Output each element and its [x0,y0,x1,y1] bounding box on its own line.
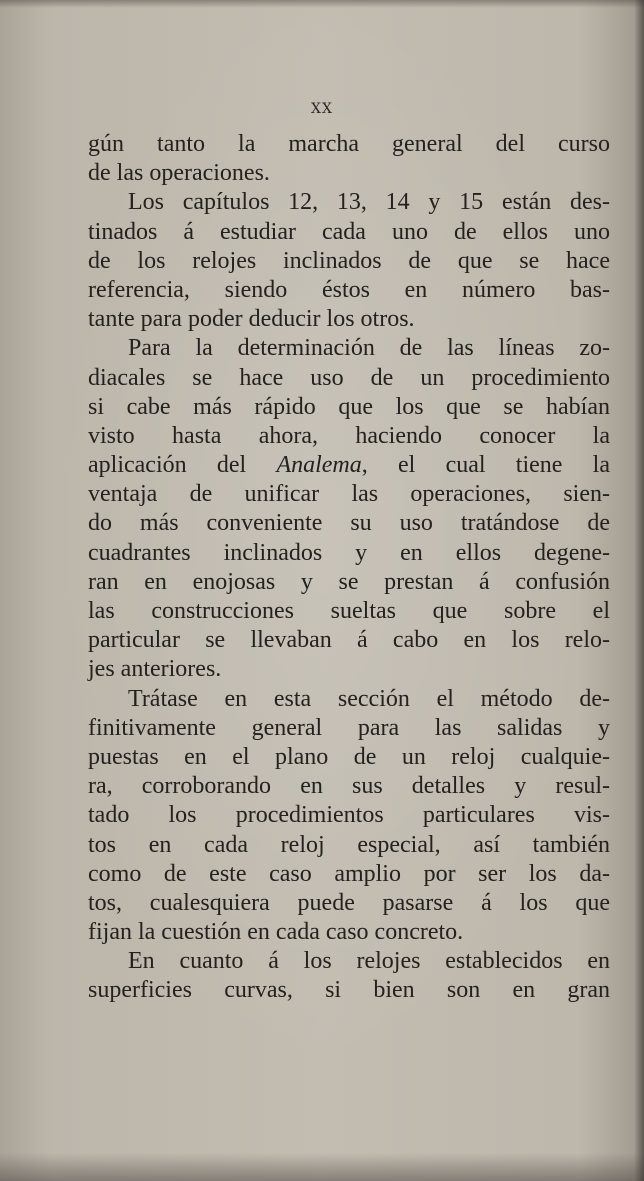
text-line: visto hasta ahora, haciendo conocer la [88,422,610,449]
text-line: si cabe más rápido que los que se habían [88,393,610,420]
text-line: cuadrantes inclinados y en ellos degene- [88,539,610,566]
page-top-edge [0,0,644,8]
text-line: de las operaciones. [88,160,270,187]
text-line: referencia, siendo éstos en número bas- [88,276,610,303]
text-segment: , el cual tiene la [361,452,610,479]
page-spine-shadow [634,0,644,1181]
text-line [88,451,610,480]
text-line: diacales se hace uso de un procedimiento [88,364,610,391]
text-line: ran en enojosas y se prestan á confusión [88,568,610,595]
text-line: En cuanto á los relojes establecidos en [128,948,610,975]
text-line: Trátase en esta sección el método de- [128,685,610,712]
text-line: Los capítulos 12, 13, 14 y 15 están des- [128,189,610,216]
text-line: finitivamente general para las salidas y [88,714,610,741]
body-text [88,130,610,1006]
text-line: gún tanto la marcha general del curso [88,131,610,157]
text-line: tante para poder deducir los otros. [88,306,415,333]
text-line: tado los procedimientos particulares vis- [88,802,610,829]
text-line: de los relojes inclinados de que se hace [88,247,610,274]
text-line: fijan la cuestión en cada caso concreto. [88,919,464,946]
text-line: tos, cualesquiera puede pasarse á los que [88,889,610,916]
text-line: do más conveniente su uso tratándose de [88,510,610,537]
text-segment: aplicación del [88,452,277,479]
page-number: XX [311,101,333,117]
text-line: como de este caso amplio por ser los da- [88,860,610,887]
text-line: ventaja de unificar las operaciones, sien- [88,481,610,508]
text-line: Para la determinación de las líneas zo- [128,335,610,362]
emphasized-term: Analema [276,452,362,479]
text-line: tinados á estudiar cada uno de ellos uno [88,218,610,245]
page-bottom-edge [0,1153,644,1181]
text-line: jes anteriores. [88,656,222,683]
text-line: superficies curvas, si bien son en gran [88,977,610,1004]
text-line: particular se llevaban á cabo en los relo- [88,627,610,654]
text-line: ra, corroborando en sus detalles y resul- [88,773,610,800]
text-line: puestas en el plano de un reloj cualquie- [88,743,610,770]
text-line: las construcciones sueltas que sobre el [88,598,610,624]
text-line: tos en cada reloj especial, así también [88,831,610,858]
